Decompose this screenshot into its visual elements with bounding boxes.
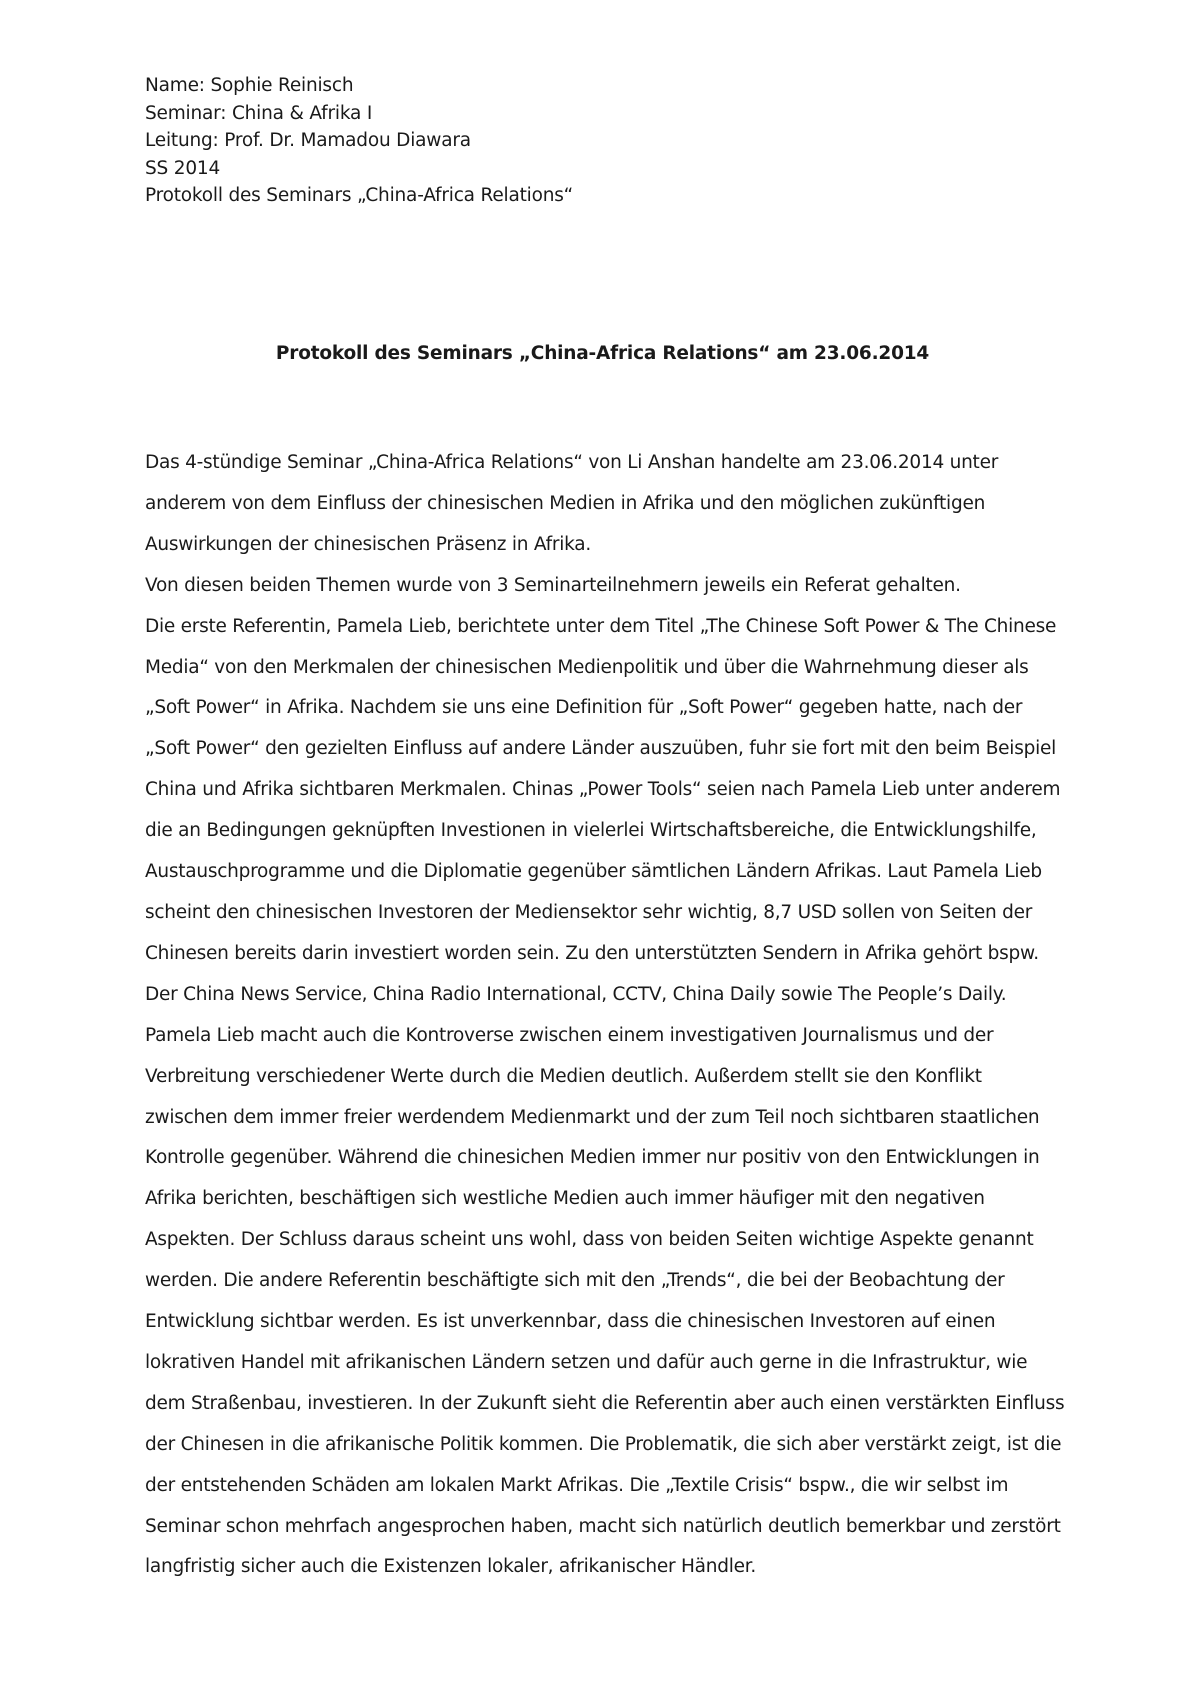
body-line: der Chinesen in die afrikanische Politik kommen. Die Problematik, die sich aber verstärkt zeigt, ist die [145,1433,1062,1455]
body-line: Chinesen bereits darin investiert worden sein. Zu den unterstützten Sendern in Afrika gehört bspw. [145,942,1039,964]
body-line: anderem von dem Einfluss der chinesischen Medien in Afrika und den möglichen zukünftigen [145,492,986,514]
document-title: Protokoll des Seminars „China-Africa Relations“ am 23.06.2014 [275,343,930,364]
semester: SS 2014 [145,157,221,179]
body-line: lokrativen Handel mit afrikanischen Ländern setzen und dafür auch gerne in die Infrastruktur, wie [145,1351,1028,1373]
body-line: scheint den chinesischen Investoren der Mediensektor sehr wichtig, 8,7 USD sollen von Seiten der [145,901,1033,923]
body-line: zwischen dem immer freier werdendem Medienmarkt und der zum Teil noch sichtbaren staatlichen [145,1106,1040,1128]
body-line: Verbreitung verschiedener Werte durch die Medien deutlich. Außerdem stellt sie den Konflikt [145,1065,982,1087]
author-name: Name: Sophie Reinisch [145,75,354,96]
body-line: Das 4-stündige Seminar „China-Africa Relations“ von Li Anshan handelte am 23.06.2014 unter [145,452,999,473]
body-line: Kontrolle gegenüber. Während die chinesichen Medien immer nur positiv von den Entwicklungen in [145,1147,1040,1169]
body-line: Die erste Referentin, Pamela Lieb, berichtete unter dem Titel „The Chinese Soft Power & The Chinese [145,615,1057,637]
body-line: Afrika berichten, beschäftigen sich westliche Medien auch immer häufiger mit den negativen [145,1188,985,1210]
body-line: dem Straßenbau, investieren. In der Zukunft sieht die Referentin aber auch einen verstärkten Einfluss [145,1392,1065,1414]
body-line: Media“ von den Merkmalen der chinesischen Medienpolitik und über die Wahrnehmung dieser als [145,656,1029,678]
body-line: Seminar schon mehrfach angesprochen haben, macht sich natürlich deutlich bemerkbar und zerstört [145,1515,1061,1537]
body-line: Auswirkungen der chinesischen Präsenz in Afrika. [145,533,591,555]
body-line: China und Afrika sichtbaren Merkmalen. Chinas „Power Tools“ seien nach Pamela Lieb unter anderem [145,779,1061,801]
body-text [145,443,1064,1588]
body-line: die an Bedingungen geknüpften Investionen in vielerlei Wirtschaftsbereiche, die Entwicklungshilfe, [145,820,1037,842]
document-subject: Protokoll des Seminars „China-Africa Relations“ [145,185,574,206]
body-line: „Soft Power“ in Afrika. Nachdem sie uns eine Definition für „Soft Power“ gegeben hatte, nach der [145,697,1023,719]
body-line: Pamela Lieb macht auch die Kontroverse zwischen einem investigativen Journalismus und der [145,1024,994,1046]
body-line: „Soft Power“ den gezielten Einfluss auf andere Länder auszuüben, fuhr sie fort mit den beim Beispiel [145,738,1056,760]
body-line: Aspekten. Der Schluss daraus scheint uns wohl, dass von beiden Seiten wichtige Aspekte genannt [145,1229,1034,1251]
body-line: Entwicklung sichtbar werden. Es ist unverkennbar, dass die chinesischen Investoren auf einen [145,1311,996,1333]
body-line: Von diesen beiden Themen wurde von 3 Seminarteilnehmern jeweils ein Referat gehalten. [145,574,961,596]
body-line: langfristig sicher auch die Existenzen lokaler, afrikanischer Händler. [145,1556,757,1578]
body-line: Der China News Service, China Radio International, CCTV, China Daily sowie The People’s Daily. [145,983,1007,1005]
body-line: werden. Die andere Referentin beschäftigte sich mit den „Trends“, die bei der Beobachtung der [145,1270,1005,1292]
seminar-leader: Leitung: Prof. Dr. Mamadou Diawara [145,130,471,151]
seminar-name: Seminar: China & Afrika I [145,102,373,124]
body-line: der entstehenden Schäden am lokalen Markt Afrikas. Die „Textile Crisis“ bspw., die wir selbst im [145,1474,1009,1496]
body-line: Austauschprogramme und die Diplomatie gegenüber sämtlichen Ländern Afrikas. Laut Pamela Lieb [145,861,1042,883]
document-header [145,72,945,210]
